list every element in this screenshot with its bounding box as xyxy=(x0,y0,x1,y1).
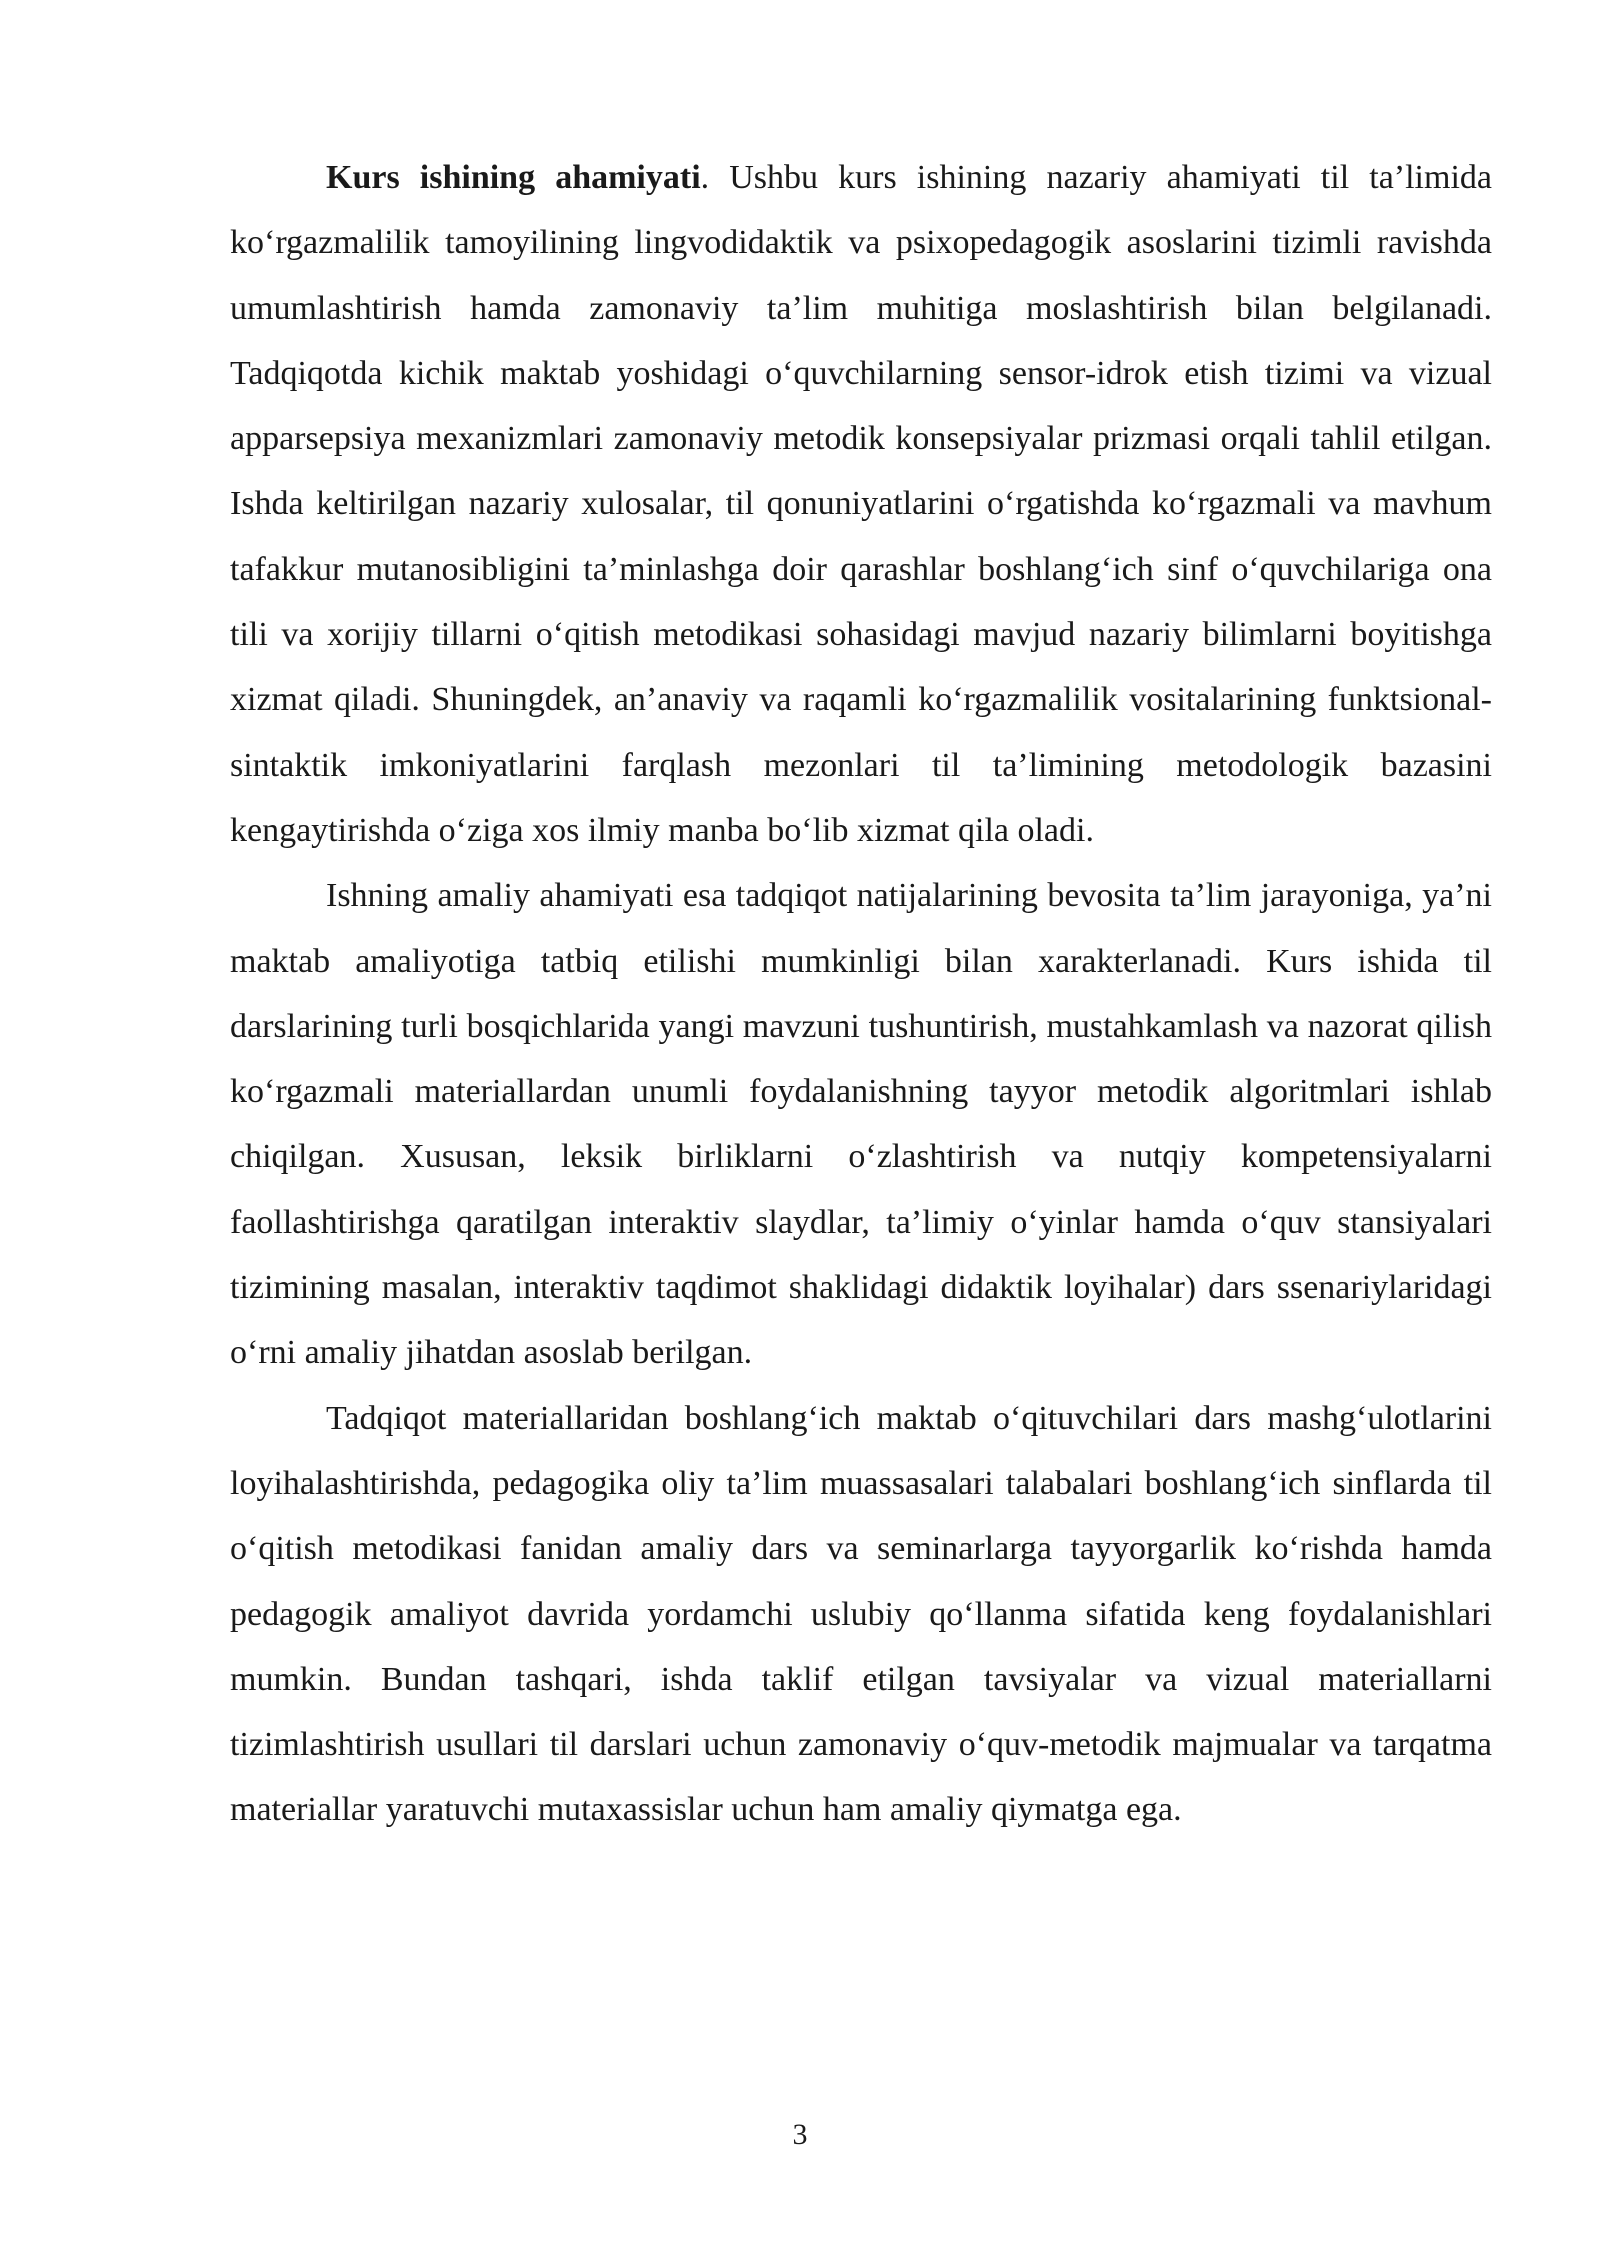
paragraph-significance xyxy=(230,145,1492,863)
paragraph-materials-usage: Tadqiqot materiallaridan boshlang‘ich maktab o‘qituvchilari dars mashg‘ulotlarini loyihalashtirishda, pedagogika oliy ta’lim muassasalari talabalari boshlang‘ich sinflarda til o‘qitish metodikasi fanidan amaliy dars va seminarlarga tayyorgarlik ko‘rishda hamda pedagogik amaliyot davrida yordamchi uslubiy qo‘llanma sifatida keng foydalanishlari mumkin. Bundan tashqari, ishda taklif etilgan tavsiyalar va vizual materiallarni tizimlashtirish usullari til darslari uchun zamonaviy o‘quv-metodik majmualar va tarqatma materiallar yaratuvchi mutaxassislar uchun ham amaliy qiymatga ega. xyxy=(230,1399,1492,1829)
paragraph-practical-significance: Ishning amaliy ahamiyati esa tadqiqot natijalarining bevosita ta’lim jarayoniga, ya’ni maktab amaliyotiga tatbiq etilishi mumkinligi bilan xarakterlanadi. Kurs ishida til darslarining turli bosqichlarida yangi mavzuni tushuntirish, mustahkamlash va nazorat qilish ko‘rgazmali materiallardan unumli foydalanishning tayyor metodik algoritmlari ishlab chiqilgan. Xususan, leksik birliklarni o‘zlashtirish va nutqiy kompetensiyalarni faollashtirishga qaratilgan interaktiv slaydlar, ta’limiy o‘yinlar hamda o‘quv stansiyalari tizimining masalan, interaktiv taqdimot shaklidagi didaktik loyihalar) dars ssenariylaridagi o‘rni amaliy jihatdan asoslab berilgan. xyxy=(230,877,1492,1372)
page-number: 3 xyxy=(792,2118,808,2151)
heading-punctuation: . xyxy=(700,159,710,196)
section-heading: Kurs ishining ahamiyati xyxy=(326,159,701,196)
paragraph-text: Ushbu kurs ishining nazariy ahamiyati til ta’limida ko‘rgazmalilik tamoyilining lingvodidaktik va psixopedagogik asoslarini tizimli ravishda umumlashtirish hamda zamonaviy ta’lim muhitiga moslashtirish bilan belgilanadi. Tadqiqotda kichik maktab yoshidagi o‘quvchilarning sensor-idrok etish tizimi va vizual apparsepsiya mexanizmlari zamonaviy metodik konsepsiyalar prizmasi orqali tahlil etilgan. Ishda keltirilgan nazariy xulosalar, til qonuniyatlarini o‘rgatishda ko‘rgazmali va mavhum tafakkur mutanosibligini ta’minlashga doir qarashlar boshlang‘ich sinf o‘quvchilariga ona tili va xorijiy tillarni o‘qitish metodikasi sohasidagi mavjud nazariy bilimlarni boyitishga xizmat qiladi. Shuningdek, an’anaviy va raqamli ko‘rgazmalilik vositalarining funktsional-sintaktik imkoniyatlarini farqlash mezonlari til ta’limining metodologik bazasini kengaytirishda o‘ziga xos ilmiy manba bo‘lib xizmat qila oladi. xyxy=(230,159,1492,849)
body-text xyxy=(230,145,1492,1843)
